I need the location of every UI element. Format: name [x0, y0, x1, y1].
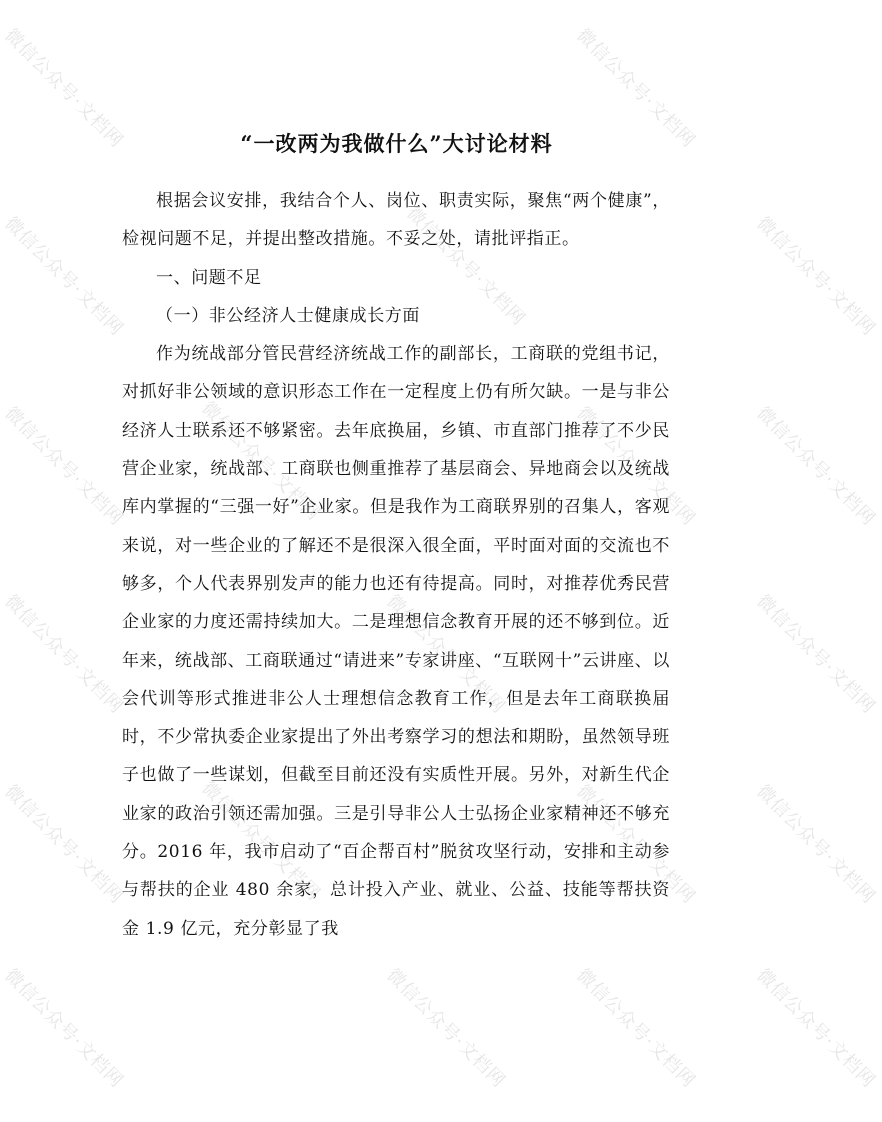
- paragraph-body: 作为统战部分管民营经济统战工作的副部长，工商联的党组书记，对抓好非公领域的意识形态工作在一定程度上仍有所欠缺。一是与非公经济人士联系还不够紧密。去年底换届，乡镇、市直部门推荐了不少民营企业家，统战部、工商联也侧重推荐了基层商会、异地商会以及统战库内掌握的“三强一好”企业家。但是我作为工商联界别的召集人，客观来说，对一些企业的了解还不是很深入很全面，平时面对面的交流也不够多，个人代表界别发声的能力也还有待提高。同时，对推荐优秀民营企业家的力度还需持续加大。二是理想信念教育开展的还不够到位。近年来，统战部、工商联通过“请进来”专家讲座、“互联网十”云讲座、以会代训等形式推进非公人士理想信念教育工作，但是去年工商联换届时，不少常执委企业家提出了外出考察学习的想法和期盼，虽然领导班子也做了一些谋划，但截至目前还没有实质性开展。另外，对新生代企业家的政治引领还需加强。三是引导非公人士弘扬企业家精神还不够充分。2016 年，我市启动了“百企帮百村”脱贫攻坚行动，安排和主动参与帮扶的企业 480 余家，总计投入产业、就业、公益、技能等帮扶资金 1.9 亿元，充分彰显了我: [122, 344, 670, 939]
- watermark-text: 微信公众号·文档网: [752, 590, 880, 718]
- watermark-text: 微信公众号·文档网: [0, 402, 128, 530]
- watermark-text: 微信公众号·文档网: [572, 402, 700, 530]
- watermark-text: 微信公众号·文档网: [0, 212, 128, 340]
- watermark-text: 微信公众号·文档网: [572, 24, 700, 152]
- watermark-text: 微信公众号·文档网: [402, 202, 530, 330]
- watermark-text: 微信公众号·文档网: [752, 212, 880, 340]
- watermark-text: 微信公众号·文档网: [382, 964, 510, 1092]
- document-body: [122, 182, 670, 948]
- watermark-text: 微信公众号·文档网: [0, 964, 128, 1092]
- paragraph-intro: 根据会议安排，我结合个人、岗位、职责实际，聚焦“两个健康”，检视问题不足，并提出整改措施。不妥之处，请批评指正。: [122, 191, 670, 250]
- watermark-text: 微信公众号·文档网: [197, 777, 325, 905]
- watermark-text: 微信公众号·文档网: [0, 590, 128, 718]
- watermark-text: 微信公众号·文档网: [752, 964, 880, 1092]
- watermark-text: 微信公众号·文档网: [0, 24, 128, 152]
- watermark-text: 微信公众号·文档网: [752, 402, 880, 530]
- subsection-heading: （一）非公经济人士健康成长方面: [156, 305, 420, 326]
- watermark-text: 微信公众号·文档网: [0, 780, 128, 908]
- watermark-text: 微信公众号·文档网: [572, 964, 700, 1092]
- watermark-text: 微信公众号·文档网: [197, 397, 325, 525]
- document-title: “一改两为我做什么”大讨论材料: [240, 131, 553, 156]
- section-heading: 一、问题不足: [156, 267, 262, 288]
- watermark-text: 微信公众号·文档网: [382, 590, 510, 718]
- watermark-text: 微信公众号·文档网: [572, 780, 700, 908]
- watermark-text: 微信公众号·文档网: [752, 780, 880, 908]
